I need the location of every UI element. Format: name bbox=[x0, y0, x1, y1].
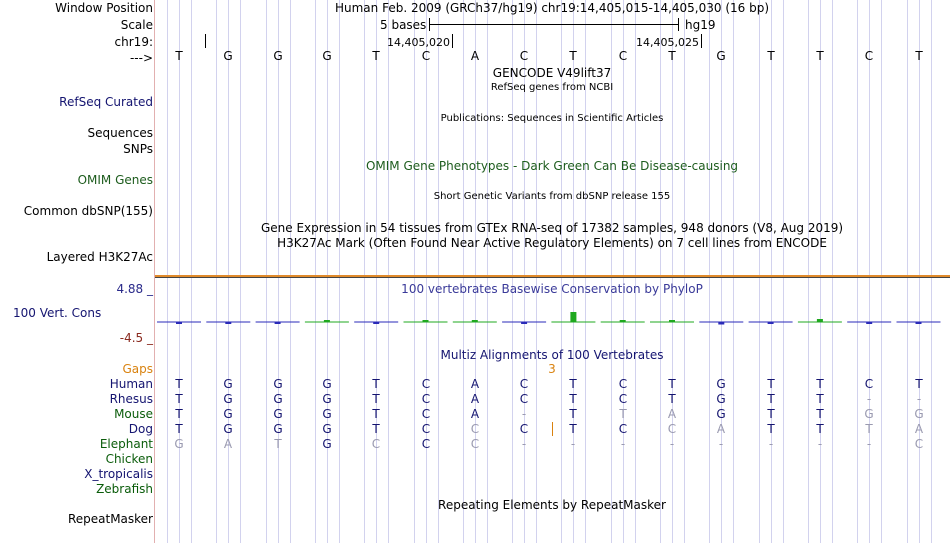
grid-line bbox=[216, 0, 217, 543]
grid-line bbox=[635, 0, 636, 543]
alignment-base: C bbox=[519, 377, 529, 391]
alignment-base: G bbox=[223, 407, 233, 421]
h3k27ac-track-label[interactable]: Layered H3K27Ac bbox=[46, 250, 153, 264]
alignment-base: T bbox=[767, 392, 775, 406]
grid-line bbox=[278, 0, 279, 543]
publications-track-title: Publications: Sequences in Scientific Articles bbox=[440, 113, 664, 124]
alignment-base: G bbox=[273, 407, 283, 421]
alignment-base: T bbox=[767, 377, 775, 391]
h3k27ac-track-title: H3K27Ac Mark (Often Found Near Active Regulatory Elements) on 7 cell lines from ENCODE bbox=[277, 236, 827, 250]
alignment-base: A bbox=[667, 407, 677, 421]
alignment-base: T bbox=[865, 422, 873, 436]
grid-line bbox=[832, 0, 833, 543]
grid-line bbox=[475, 0, 476, 543]
conservation-track-title: 100 vertebrates Basewise Conservation by PhyloP bbox=[401, 282, 703, 296]
alignment-base: T bbox=[767, 422, 775, 436]
refseq-track-label[interactable]: RefSeq Curated bbox=[59, 95, 153, 109]
grid-line bbox=[487, 0, 488, 543]
grid-line bbox=[733, 0, 734, 543]
grid-line bbox=[709, 0, 710, 543]
reference-base: T bbox=[767, 49, 775, 63]
species-label[interactable]: Zebrafish bbox=[96, 482, 153, 496]
gaps-label: Gaps bbox=[122, 362, 153, 376]
conservation-bar bbox=[570, 312, 576, 322]
grid-line bbox=[881, 0, 882, 543]
alignment-base: A bbox=[470, 407, 480, 421]
ruler-tick bbox=[701, 34, 702, 48]
grid-line bbox=[907, 0, 908, 543]
conservation-bar bbox=[423, 320, 429, 322]
alignment-base: C bbox=[421, 422, 431, 436]
grid-line bbox=[684, 0, 685, 543]
alignment-base: A bbox=[470, 392, 480, 406]
alignment-base: T bbox=[569, 407, 577, 421]
grid-line bbox=[228, 0, 229, 543]
grid-line bbox=[820, 0, 821, 543]
snps-track-label[interactable]: SNPs bbox=[123, 142, 153, 156]
ruler-tick bbox=[452, 34, 453, 48]
chrom-label: chr19: bbox=[114, 35, 153, 49]
conservation-bar bbox=[275, 322, 281, 324]
ruler-tick bbox=[205, 34, 206, 48]
grid-line bbox=[388, 0, 389, 543]
alignment-base: - bbox=[817, 437, 823, 451]
alignment-base: A bbox=[914, 422, 924, 436]
grid-line bbox=[240, 0, 241, 543]
alignment-base: G bbox=[174, 437, 184, 451]
grid-line bbox=[783, 0, 784, 543]
grid-line bbox=[808, 0, 809, 543]
alignment-base: T bbox=[175, 422, 183, 436]
grid-line bbox=[266, 0, 267, 543]
dbsnp-track-label[interactable]: Common dbSNP(155) bbox=[23, 204, 153, 218]
alignment-base: C bbox=[421, 437, 431, 451]
alignment-base: C bbox=[864, 377, 874, 391]
reference-base: G bbox=[273, 49, 283, 63]
reference-base: C bbox=[421, 49, 431, 63]
window-position-text: Human Feb. 2009 (GRCh37/hg19) chr19:14,405,015-14,405,030 (16 bp) bbox=[334, 1, 770, 15]
grid-line bbox=[426, 0, 427, 543]
conservation-bar bbox=[718, 322, 724, 325]
grid-line bbox=[438, 0, 439, 543]
strand-arrow: ---> bbox=[129, 51, 153, 65]
grid-line bbox=[623, 0, 624, 543]
alignment-base: G bbox=[864, 407, 874, 421]
ruler-position-1: 14,405,020 bbox=[387, 36, 450, 49]
grid-line bbox=[191, 0, 192, 543]
conservation-bar bbox=[669, 320, 675, 322]
reference-base: T bbox=[816, 49, 824, 63]
grid-line bbox=[672, 0, 673, 543]
alignment-base: T bbox=[569, 422, 577, 436]
alignment-base: C bbox=[914, 437, 924, 451]
omim-track-label[interactable]: OMIM Genes bbox=[77, 173, 153, 187]
alignment-base: C bbox=[421, 392, 431, 406]
grid-line bbox=[931, 0, 932, 543]
gap-count: 3 bbox=[548, 362, 556, 376]
alignment-base: T bbox=[569, 392, 577, 406]
gtex-track-title: Gene Expression in 54 tissues from GTEx RNA-seq of 17382 samples, 948 donors (V8, Aug 2019) bbox=[260, 221, 844, 235]
grid-line bbox=[771, 0, 772, 543]
alignment-base: T bbox=[569, 377, 577, 391]
alignment-base: A bbox=[223, 437, 233, 451]
alignment-base: C bbox=[667, 422, 677, 436]
alignment-base: C bbox=[519, 392, 529, 406]
reference-base: G bbox=[322, 49, 332, 63]
ruler-position-2: 14,405,025 bbox=[636, 36, 699, 49]
alignment-base: G bbox=[322, 392, 332, 406]
alignment-base: T bbox=[816, 392, 824, 406]
refseq-track-subtitle: RefSeq genes from NCBI bbox=[490, 82, 614, 93]
alignment-base: T bbox=[175, 407, 183, 421]
species-label[interactable]: Dog bbox=[128, 422, 153, 436]
alignment-base: C bbox=[618, 422, 628, 436]
alignment-base: - bbox=[718, 437, 724, 451]
grid-line bbox=[364, 0, 365, 543]
grid-line bbox=[315, 0, 316, 543]
alignment-base: - bbox=[620, 437, 626, 451]
reference-base: T bbox=[915, 49, 923, 63]
alignment-base: T bbox=[372, 392, 380, 406]
alignment-base: C bbox=[618, 377, 628, 391]
grid-line bbox=[376, 0, 377, 543]
grid-line bbox=[919, 0, 920, 543]
alignment-base: T bbox=[372, 377, 380, 391]
reference-base: T bbox=[668, 49, 676, 63]
grid-line bbox=[463, 0, 464, 543]
alignment-base: G bbox=[273, 422, 283, 436]
grid-line bbox=[179, 0, 180, 543]
alignment-base: G bbox=[223, 422, 233, 436]
alignment-base: G bbox=[322, 422, 332, 436]
alignment-base: C bbox=[470, 422, 480, 436]
grid-line bbox=[660, 0, 661, 543]
conservation-bar bbox=[176, 322, 182, 324]
grid-line bbox=[167, 0, 168, 543]
species-label[interactable]: Mouse bbox=[114, 407, 153, 421]
reference-base: C bbox=[618, 49, 628, 63]
window-position-label: Window Position bbox=[55, 1, 153, 15]
alignment-base: G bbox=[322, 407, 332, 421]
alignment-base: T bbox=[816, 407, 824, 421]
alignment-base: T bbox=[175, 392, 183, 406]
reference-base: A bbox=[470, 49, 480, 63]
reference-base: C bbox=[519, 49, 529, 63]
conservation-plot bbox=[155, 298, 950, 338]
grid-line bbox=[869, 0, 870, 543]
alignment-base: C bbox=[421, 377, 431, 391]
grid-line bbox=[339, 0, 340, 543]
conservation-bar bbox=[768, 322, 774, 324]
reference-base: T bbox=[175, 49, 183, 63]
alignment-base: G bbox=[716, 392, 726, 406]
alignment-base: T bbox=[372, 422, 380, 436]
alignment-base: T bbox=[816, 422, 824, 436]
species-label[interactable]: Chicken bbox=[105, 452, 153, 466]
dbsnp-track-title: Short Genetic Variants from dbSNP release 155 bbox=[433, 191, 671, 202]
alignment-base: T bbox=[668, 392, 676, 406]
grid-line bbox=[414, 0, 415, 543]
reference-base: G bbox=[223, 49, 233, 63]
alignment-base: T bbox=[816, 377, 824, 391]
reference-base: C bbox=[864, 49, 874, 63]
alignment-base: - bbox=[570, 437, 576, 451]
label-divider bbox=[154, 0, 155, 543]
conservation-bar bbox=[472, 320, 478, 322]
reference-base: T bbox=[372, 49, 380, 63]
sequences-track-label[interactable]: Sequences bbox=[87, 126, 153, 140]
alignment-base: C bbox=[519, 422, 529, 436]
conservation-bar bbox=[225, 322, 231, 324]
alignment-base: T bbox=[372, 407, 380, 421]
conservation-track-label[interactable]: 100 Vert. Cons bbox=[13, 306, 102, 320]
scale-bar bbox=[430, 24, 678, 25]
conservation-max-label: 4.88 _ bbox=[116, 282, 153, 296]
conservation-bar bbox=[817, 319, 823, 322]
alignment-base: - bbox=[866, 437, 872, 451]
reference-base: G bbox=[716, 49, 726, 63]
alignment-base: - bbox=[669, 437, 675, 451]
species-label[interactable]: Human bbox=[109, 377, 153, 391]
gap-marker bbox=[552, 422, 553, 436]
alignment-base: T bbox=[619, 407, 627, 421]
multiz-track-title: Multiz Alignments of 100 Vertebrates bbox=[440, 348, 664, 362]
repeatmasker-track-title: Repeating Elements by RepeatMasker bbox=[438, 498, 666, 512]
alignment-base: T bbox=[668, 377, 676, 391]
alignment-base: G bbox=[322, 377, 332, 391]
alignment-base: - bbox=[521, 437, 527, 451]
conservation-bar bbox=[324, 320, 330, 322]
conservation-bar bbox=[620, 320, 626, 322]
grid-line bbox=[327, 0, 328, 543]
grid-line bbox=[721, 0, 722, 543]
alignment-base: G bbox=[716, 377, 726, 391]
alignment-base: A bbox=[716, 422, 726, 436]
alignment-base: - bbox=[916, 392, 922, 406]
alignment-base: T bbox=[915, 377, 923, 391]
alignment-base: C bbox=[371, 437, 381, 451]
grid-line bbox=[290, 0, 291, 543]
scale-text: 5 bases bbox=[380, 18, 427, 32]
species-label[interactable]: Elephant bbox=[99, 437, 153, 451]
conservation-min-label: -4.5 _ bbox=[119, 331, 153, 345]
alignment-base: G bbox=[914, 407, 924, 421]
conservation-bar bbox=[916, 322, 922, 324]
conservation-bar bbox=[866, 322, 872, 324]
conservation-bar bbox=[373, 322, 379, 324]
species-label[interactable]: Rhesus bbox=[109, 392, 153, 406]
alignment-base: T bbox=[274, 437, 282, 451]
repeatmasker-track-label[interactable]: RepeatMasker bbox=[67, 512, 153, 526]
alignment-base: G bbox=[273, 392, 283, 406]
alignment-base: - bbox=[866, 392, 872, 406]
scale-bar-right bbox=[678, 18, 679, 31]
alignment-base: G bbox=[716, 407, 726, 421]
omim-track-title: OMIM Gene Phenotypes - Dark Green Can Be Disease-causing bbox=[365, 159, 739, 173]
alignment-base: G bbox=[223, 392, 233, 406]
alignment-base: - bbox=[768, 437, 774, 451]
species-label[interactable]: X_tropicalis bbox=[84, 467, 153, 481]
alignment-base: T bbox=[767, 407, 775, 421]
alignment-base: G bbox=[223, 377, 233, 391]
grid-line bbox=[857, 0, 858, 543]
scale-label: Scale bbox=[120, 18, 153, 32]
h3k27ac-baseline bbox=[155, 277, 950, 278]
gencode-track-title[interactable]: GENCODE V49lift37 bbox=[492, 66, 612, 80]
alignment-base: G bbox=[273, 377, 283, 391]
alignment-base: A bbox=[470, 377, 480, 391]
alignment-base: T bbox=[175, 377, 183, 391]
alignment-base: - bbox=[521, 407, 527, 421]
conservation-bar bbox=[521, 322, 527, 324]
scale-assembly: hg19 bbox=[685, 18, 716, 32]
alignment-base: C bbox=[618, 392, 628, 406]
grid-line bbox=[759, 0, 760, 543]
alignment-base: G bbox=[322, 437, 332, 451]
alignment-base: C bbox=[421, 407, 431, 421]
alignment-base: C bbox=[470, 437, 480, 451]
reference-base: T bbox=[569, 49, 577, 63]
